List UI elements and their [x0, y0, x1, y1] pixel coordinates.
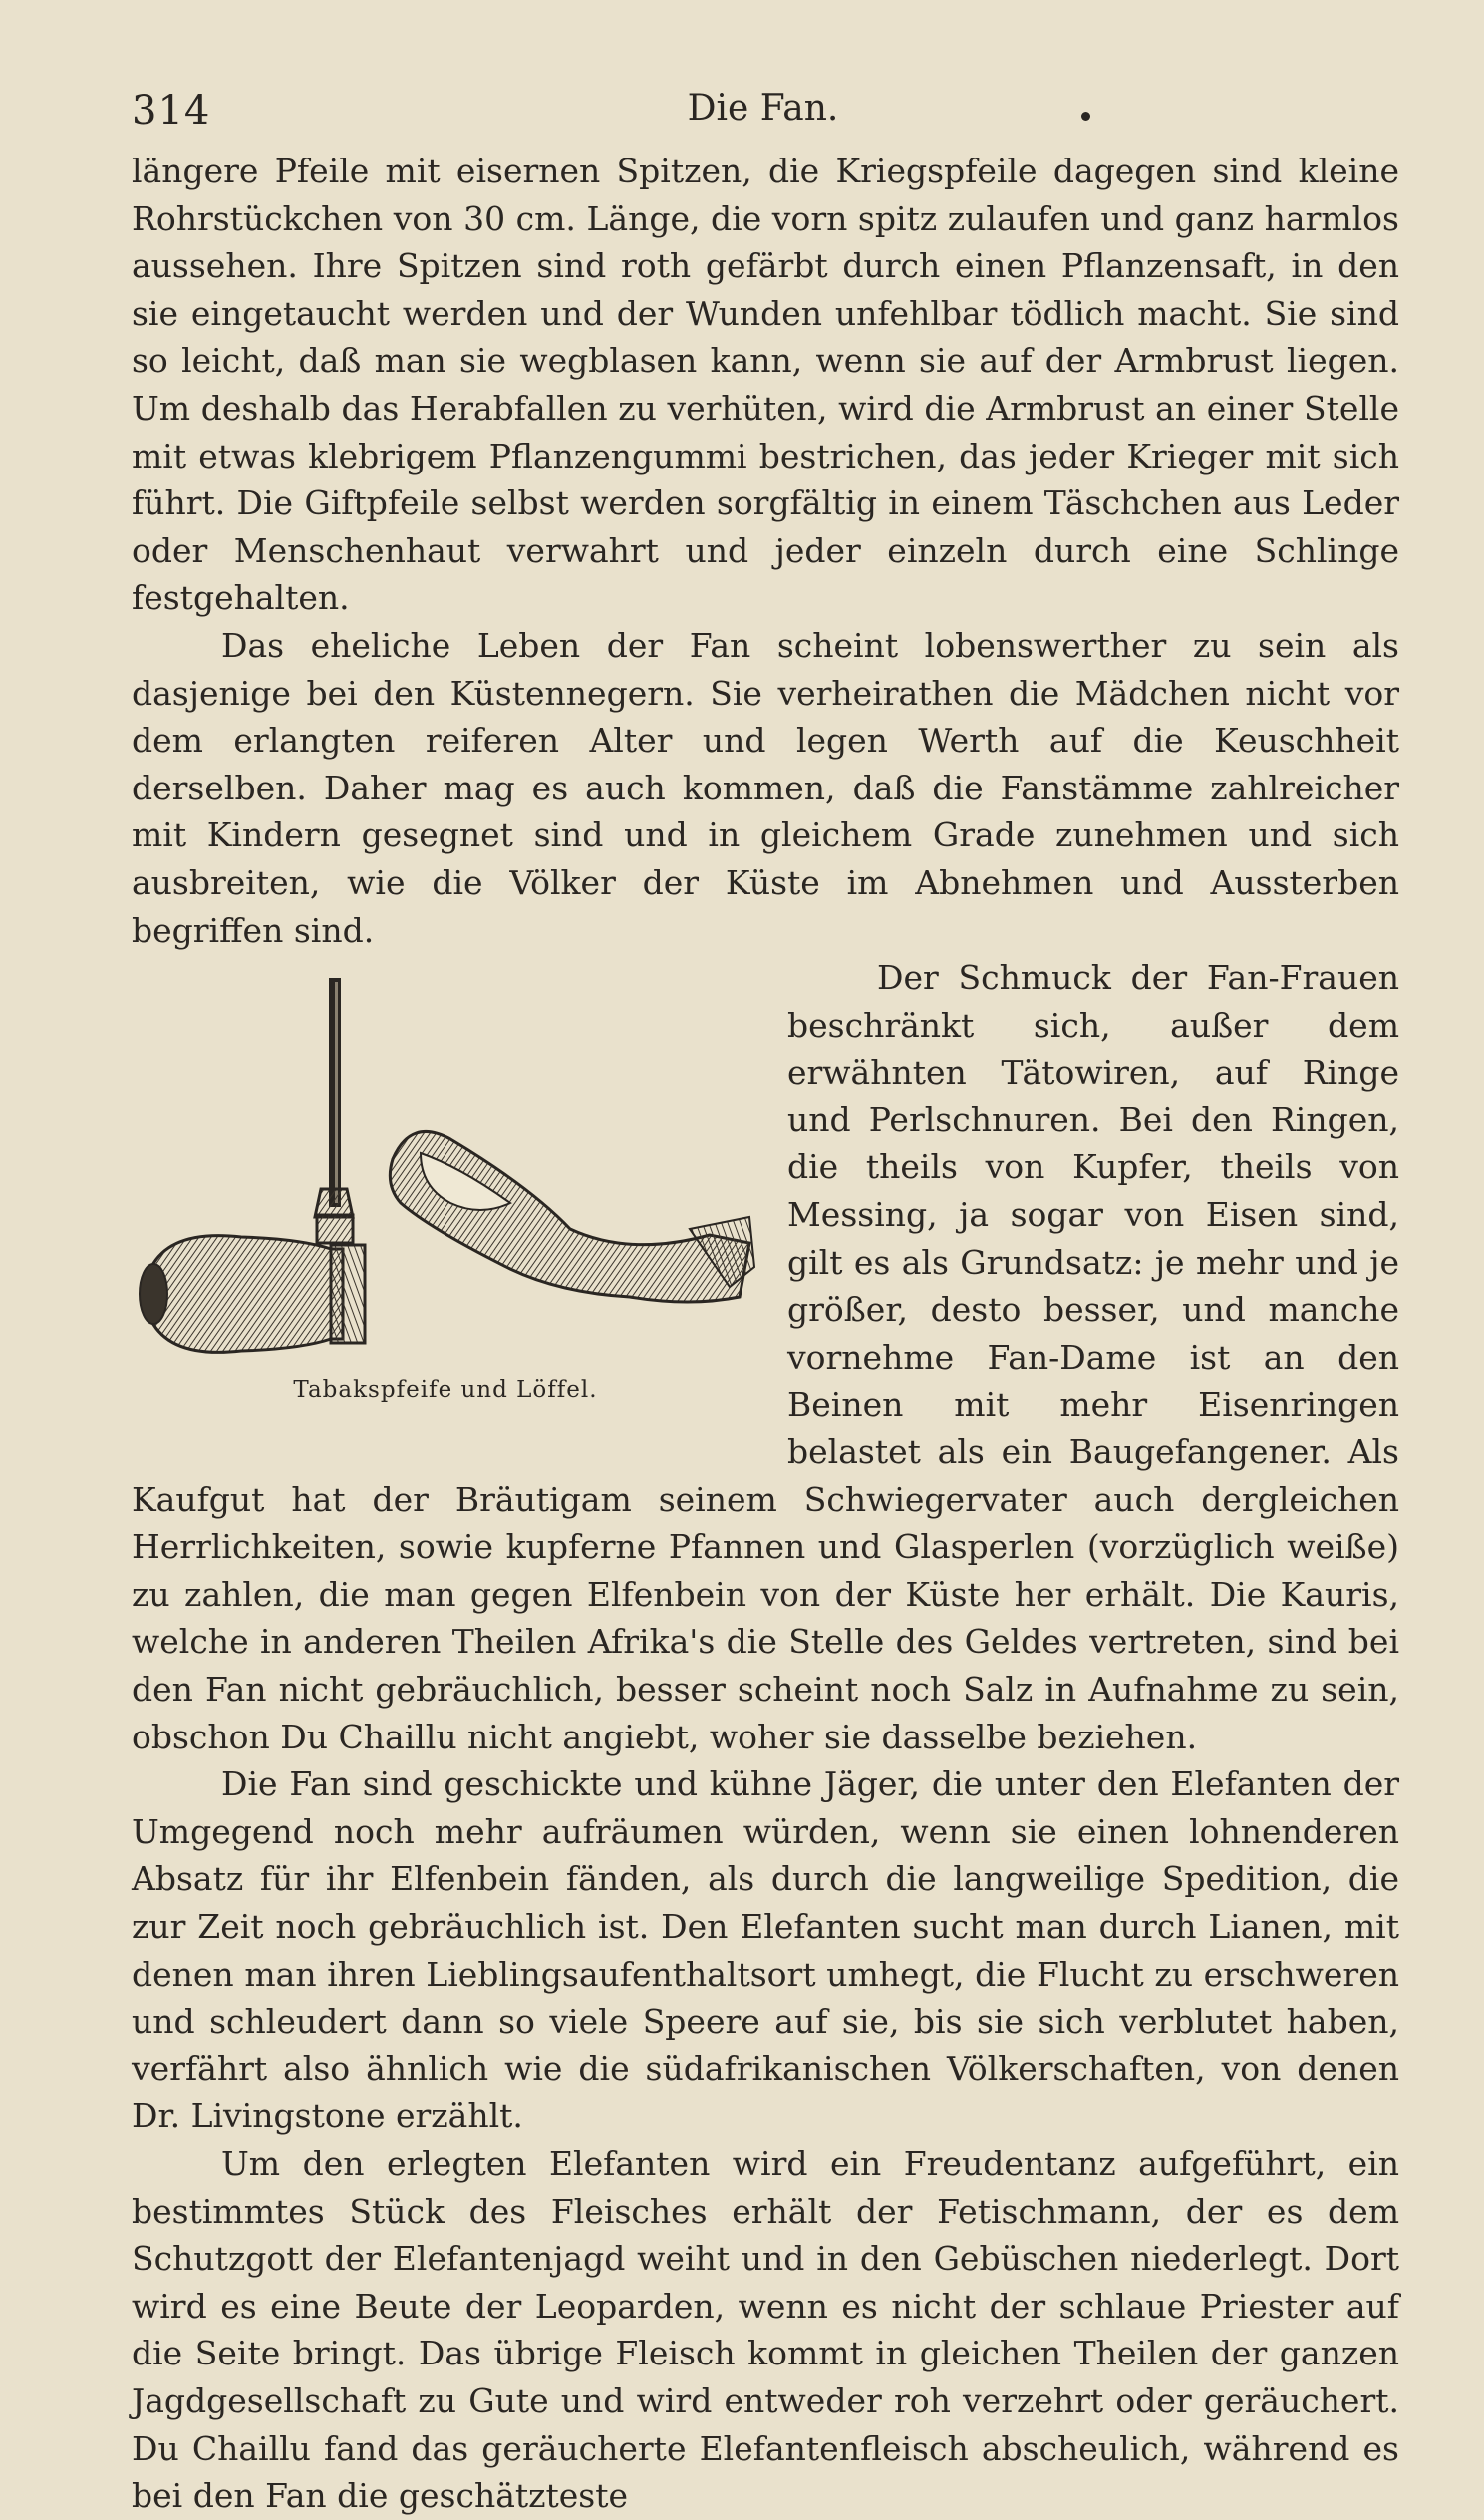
print-speck [1081, 112, 1090, 121]
paragraph-5: Um den erlegten Elefanten wird ein Freudentanz aufgeführt, ein bestimmtes Stück des Fleisches erhält der Fetischmann, der es dem Schutzgott der Elefantenjagd weiht und in den Gebüschen niederlegt. Dort wird es eine Beute der Leoparden, wenn es nicht der schlaue Priester auf die Seite bringt. Das übrige Fleisch kommt in gleichen Theilen der ganzen Jagdgesellschaft zu Gute und wird entweder roh verzehrt oder geräuchert. Du Chaillu fand das geräucherte Elefantenfleisch abscheulich, während es bei den Fan die geschätzteste [132, 2143, 1399, 2516]
page-number: 314 [132, 88, 211, 134]
paragraph-4: Die Fan sind geschickte und kühne Jäger, die unter den Elefanten der Umgegend noch mehr aufräumen würden, wenn sie einen lohnenderen Absatz für ihr Elfenbein fänden, als durch die langweilige Spedition, die zur Zeit noch gebräuchlich ist. Den Elefanten sucht man durch Lianen, mit denen man ihren Lieblingsaufenthaltsort umhegt, die Flucht zu erschweren und schleudert dann so viele Speere auf sie, bis sie sich verblutet haben, verfährt also ähnlich wie die südafrikanischen Völkerschaften, von denen Dr. Livingstone erzählt. [132, 1764, 1399, 2136]
figure-illustration [132, 968, 759, 1434]
figure-pipe-and-spoon [132, 968, 759, 1434]
running-title: Die Fan. [687, 88, 839, 129]
figure-caption: Tabakspfeife und Löffel. [293, 1377, 598, 1404]
paragraph-2: Das eheliche Leben der Fan scheint lobenswerther zu sein als dasjenige bei den Küstennegern. Sie verheirathen die Mädchen nicht vor dem erlangten reiferen Alter und legen Werth auf die Keuschheit derselben. Daher mag es auch kommen, daß die Fanstämme zahlreicher mit Kindern gesegnet sind und in gleichem Grade zunehmen und sich ausbreiten, wie die Völker der Küste im Abnehmen und Aussterben begriffen sind. [132, 625, 1399, 950]
paragraph-3: Der Schmuck der Fan-Frauen beschränkt sich, außer dem erwähnten Tätowiren, auf Ringe und Perlschnuren. Bei den Ringen, die theils von Kupfer, theils von Messing, ja sogar von Eisen sind, gilt es als Grundsatz: je mehr und je größer, desto besser, und manche vornehme Fan-Dame ist an den Beinen mit mehr Eisenringen belastet als ein Baugefangener. Als Kaufgut hat der Bräutigam seinem Schwiegervater auch dergleichen Herrlichkeiten, sowie kupferne Pfannen und Glasperlen (vorzüglich weiße) zu zahlen, die man gegen Elfenbein von der Küste her erhält. Die Kauris, welche in anderen Theilen Afrika's die Stelle des Geldes vertreten, sind bei den Fan nicht gebräuchlich, besser scheint noch Salz in Aufnahme zu sein, obschon Du Chaillu nicht angiebt, woher sie dasselbe beziehen. [132, 958, 1399, 1756]
paragraph-1: längere Pfeile mit eisernen Spitzen, die Kriegspfeile dagegen sind kleine Rohrstückchen von 30 cm. Länge, die vorn spitz zulaufen und ganz harmlos aussehen. Ihre Spitzen sind roth gefärbt durch einen Pflanzensaft, in den sie eingetaucht werden und der Wunden unfehlbar tödlich macht. Sie sind so leicht, daß man sie wegblasen kann, wenn sie auf der Armbrust liegen. Um deshalb das Herabfallen zu verhüten, wird die Armbrust an einer Stelle mit etwas klebrigem Pflanzengummi bestrichen, das jeder Krieger mit sich führt. Die Giftpfeile selbst werden sorgfältig in einem Täschchen aus Leder oder Menschenhaut verwahrt und jeder einzeln durch eine Schlinge festgehalten. [132, 152, 1399, 618]
body-text [132, 148, 1399, 2520]
page-header [132, 78, 1394, 138]
tobacco-pipe-icon [140, 978, 365, 1352]
spoon-icon [390, 1132, 754, 1303]
